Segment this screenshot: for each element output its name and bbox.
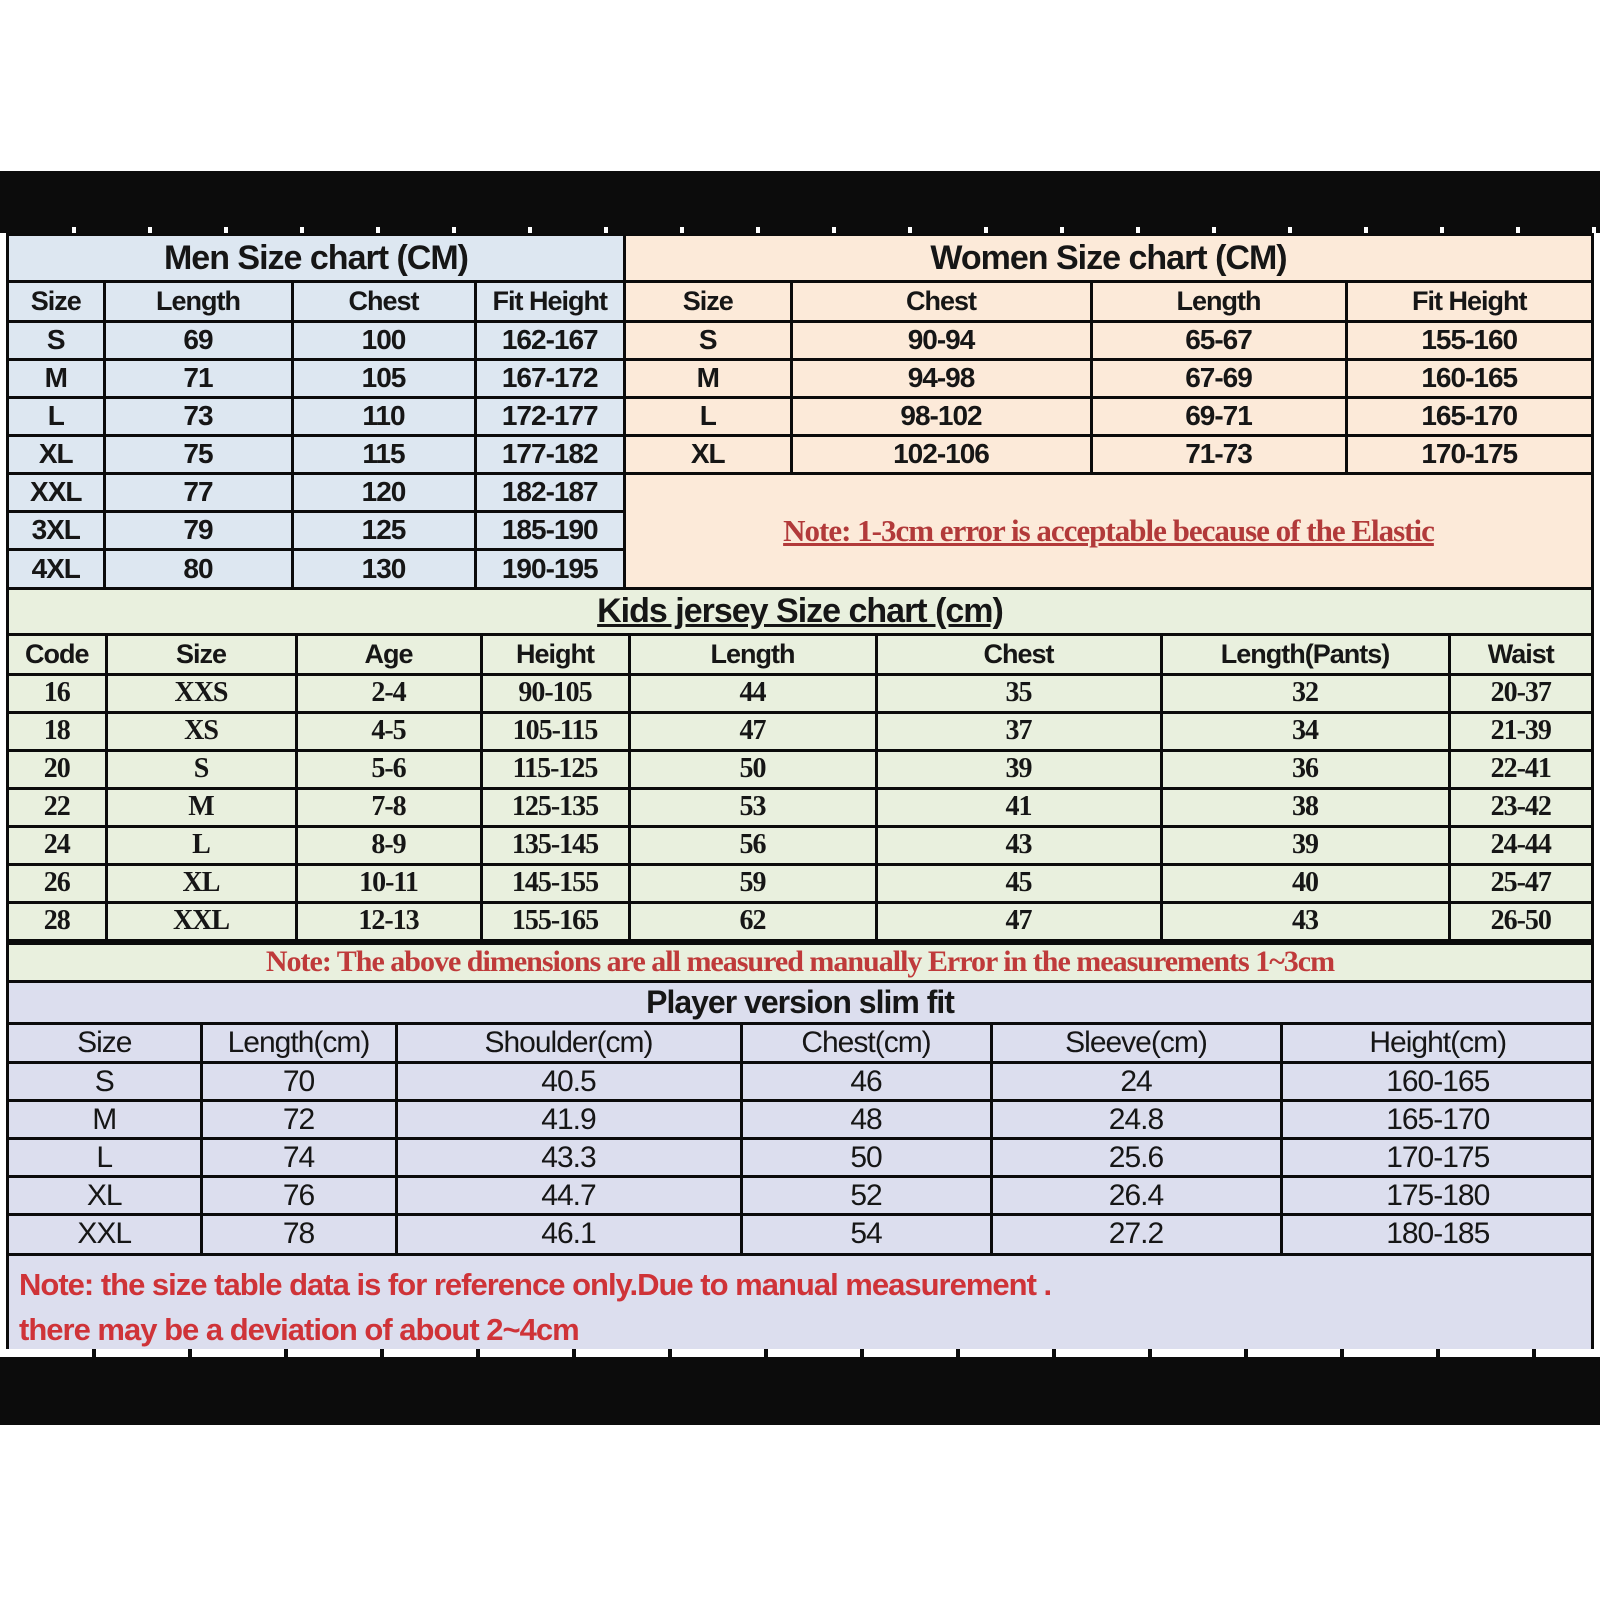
table-cell: 53 [629, 788, 876, 826]
table-row [9, 1215, 1593, 1253]
table-cell: 32 [1161, 674, 1449, 712]
column-header: Length(Pants) [1161, 636, 1449, 674]
table-cell: XL [9, 1177, 201, 1215]
table-cell: 75 [104, 435, 292, 473]
table-cell: 71-73 [1091, 435, 1346, 473]
table-cell: 28 [9, 902, 106, 940]
men-size-chart [9, 236, 623, 587]
table-cell: 102-106 [791, 435, 1091, 473]
header-row [9, 1025, 1593, 1063]
women-size-chart [623, 236, 1591, 587]
table-cell: 46 [741, 1063, 991, 1101]
table-row [9, 321, 623, 359]
table-cell: 54 [741, 1215, 991, 1253]
table-cell: 12-13 [296, 902, 481, 940]
player-chart-title [9, 983, 1591, 1025]
player-size-table [9, 1025, 1593, 1253]
table-cell: S [106, 750, 296, 788]
kids-size-chart [9, 587, 1591, 980]
table-cell: XL [106, 864, 296, 902]
table-cell: 34 [1161, 712, 1449, 750]
table-cell: 2-4 [296, 674, 481, 712]
table-cell: 115 [292, 435, 475, 473]
table-cell: 70 [201, 1063, 396, 1101]
size-chart-sheet [6, 233, 1594, 1360]
table-cell: 155-160 [1346, 321, 1591, 359]
table-cell: 25-47 [1449, 864, 1591, 902]
table-cell: 72 [201, 1101, 396, 1139]
table-row [9, 397, 623, 435]
column-header: Waist [1449, 636, 1591, 674]
kids-chart-title [9, 590, 1591, 636]
kids-measurement-note [9, 942, 1591, 980]
table-cell: 41 [876, 788, 1161, 826]
table-cell: 3XL [9, 511, 104, 549]
table-cell: 21-39 [1449, 712, 1591, 750]
footer-note-line2: there may be a deviation of about 2~4cm [19, 1311, 579, 1347]
women-elastic-note-text: Note: 1-3cm error is acceptable because of the Elastic [783, 512, 1434, 548]
table-cell: 165-170 [1281, 1101, 1593, 1139]
table-cell: 80 [104, 549, 292, 587]
column-header: Age [296, 636, 481, 674]
table-cell: 98-102 [791, 397, 1091, 435]
table-cell: 145-155 [481, 864, 629, 902]
column-header: Chest [876, 636, 1161, 674]
table-row [626, 359, 1591, 397]
table-cell: 125 [292, 511, 475, 549]
women-size-table [626, 283, 1591, 475]
table-cell: XXL [9, 473, 104, 511]
table-cell: 26.4 [991, 1177, 1281, 1215]
men-chart-title-text: Men Size chart (CM) [163, 238, 469, 277]
men-size-table [9, 283, 623, 587]
table-cell: 180-185 [1281, 1215, 1593, 1253]
column-header: Length [629, 636, 876, 674]
table-cell: 37 [876, 712, 1161, 750]
table-cell: 47 [876, 902, 1161, 940]
table-cell: 10-11 [296, 864, 481, 902]
table-cell: L [106, 826, 296, 864]
column-header: Size [9, 1025, 201, 1063]
table-cell: 39 [876, 750, 1161, 788]
column-header: Fit Height [475, 283, 623, 321]
bottom-tick-strip [0, 1349, 1600, 1357]
column-header: Fit Height [1346, 283, 1591, 321]
table-cell: 24 [9, 826, 106, 864]
kids-chart-title-text: Kids jersey Size chart (cm) [597, 592, 1003, 630]
table-cell: 27.2 [991, 1215, 1281, 1253]
table-cell: 44 [629, 674, 876, 712]
table-cell: 74 [201, 1139, 396, 1177]
table-cell: 73 [104, 397, 292, 435]
table-row [9, 473, 623, 511]
table-cell: 46.1 [396, 1215, 741, 1253]
table-row [9, 712, 1591, 750]
table-cell: 182-187 [475, 473, 623, 511]
table-cell: 8-9 [296, 826, 481, 864]
table-cell: 190-195 [475, 549, 623, 587]
bottom-black-band [0, 1357, 1600, 1425]
table-row [9, 788, 1591, 826]
table-cell: 43.3 [396, 1139, 741, 1177]
table-cell: 38 [1161, 788, 1449, 826]
adult-size-section [9, 236, 1591, 587]
column-header: Size [626, 283, 791, 321]
table-cell: 155-165 [481, 902, 629, 940]
table-cell: 77 [104, 473, 292, 511]
table-cell: 44.7 [396, 1177, 741, 1215]
table-cell: 23-42 [1449, 788, 1591, 826]
table-cell: 25.6 [991, 1139, 1281, 1177]
table-cell: 39 [1161, 826, 1449, 864]
column-header: Size [9, 283, 104, 321]
table-cell: 160-165 [1346, 359, 1591, 397]
top-black-band [0, 171, 1600, 233]
table-cell: S [626, 321, 791, 359]
table-cell: 36 [1161, 750, 1449, 788]
table-cell: 24 [991, 1063, 1281, 1101]
table-cell: XXL [106, 902, 296, 940]
table-cell: 62 [629, 902, 876, 940]
table-row [626, 435, 1591, 473]
table-cell: 110 [292, 397, 475, 435]
table-cell: 120 [292, 473, 475, 511]
table-row [9, 511, 623, 549]
table-cell: 130 [292, 549, 475, 587]
table-cell: M [9, 1101, 201, 1139]
table-row [9, 1101, 1593, 1139]
table-cell: 7-8 [296, 788, 481, 826]
table-cell: 105-115 [481, 712, 629, 750]
table-cell: 47 [629, 712, 876, 750]
column-header: Length [104, 283, 292, 321]
column-header: Size [106, 636, 296, 674]
column-header: Chest(cm) [741, 1025, 991, 1063]
table-cell: 90-94 [791, 321, 1091, 359]
table-cell: 22-41 [1449, 750, 1591, 788]
table-cell: 26-50 [1449, 902, 1591, 940]
column-header: Shoulder(cm) [396, 1025, 741, 1063]
table-row [9, 674, 1591, 712]
women-chart-title [626, 236, 1591, 283]
table-cell: S [9, 1063, 201, 1101]
table-cell: 20-37 [1449, 674, 1591, 712]
table-row [626, 397, 1591, 435]
player-chart-title-text: Player version slim fit [646, 983, 954, 1020]
women-elastic-note [626, 475, 1591, 588]
table-row [9, 902, 1591, 940]
table-cell: 24-44 [1449, 826, 1591, 864]
table-cell: 4XL [9, 549, 104, 587]
table-cell: XL [9, 435, 104, 473]
table-cell: 185-190 [475, 511, 623, 549]
table-row [9, 750, 1591, 788]
table-cell: 26 [9, 864, 106, 902]
table-cell: 165-170 [1346, 397, 1591, 435]
table-cell: 59 [629, 864, 876, 902]
kids-size-table [9, 636, 1591, 942]
table-cell: XXS [106, 674, 296, 712]
column-header: Height [481, 636, 629, 674]
header-row [9, 636, 1591, 674]
table-cell: 65-67 [1091, 321, 1346, 359]
table-cell: 94-98 [791, 359, 1091, 397]
table-cell: 40 [1161, 864, 1449, 902]
column-header: Code [9, 636, 106, 674]
table-cell: 50 [741, 1139, 991, 1177]
table-cell: 35 [876, 674, 1161, 712]
column-header: Sleeve(cm) [991, 1025, 1281, 1063]
table-cell: S [9, 321, 104, 359]
table-row [9, 549, 623, 587]
table-cell: XS [106, 712, 296, 750]
table-cell: 67-69 [1091, 359, 1346, 397]
table-cell: 24.8 [991, 1101, 1281, 1139]
table-cell: 41.9 [396, 1101, 741, 1139]
table-cell: XXL [9, 1215, 201, 1253]
table-cell: 90-105 [481, 674, 629, 712]
table-cell: XL [626, 435, 791, 473]
table-cell: 125-135 [481, 788, 629, 826]
table-cell: 56 [629, 826, 876, 864]
table-cell: 4-5 [296, 712, 481, 750]
table-cell: M [106, 788, 296, 826]
table-cell: 162-167 [475, 321, 623, 359]
table-cell: 52 [741, 1177, 991, 1215]
table-row [9, 435, 623, 473]
table-cell: 160-165 [1281, 1063, 1593, 1101]
table-cell: M [9, 359, 104, 397]
table-cell: M [626, 359, 791, 397]
table-cell: 16 [9, 674, 106, 712]
table-cell: 100 [292, 321, 475, 359]
table-cell: 43 [876, 826, 1161, 864]
header-row [626, 283, 1591, 321]
column-header: Length [1091, 283, 1346, 321]
table-cell: 175-180 [1281, 1177, 1593, 1215]
footer-note-line1: Note: the size table data is for reference only.Due to manual measurement . [19, 1266, 1052, 1302]
table-cell: 105 [292, 359, 475, 397]
table-cell: 45 [876, 864, 1161, 902]
table-cell: 167-172 [475, 359, 623, 397]
table-cell: 69-71 [1091, 397, 1346, 435]
column-header: Chest [292, 283, 475, 321]
women-chart-title-text: Women Size chart (CM) [930, 238, 1287, 277]
column-header: Chest [791, 283, 1091, 321]
table-cell: 50 [629, 750, 876, 788]
men-chart-title [9, 236, 623, 283]
table-row [9, 1063, 1593, 1101]
table-cell: 69 [104, 321, 292, 359]
table-cell: L [626, 397, 791, 435]
table-cell: 170-175 [1281, 1139, 1593, 1177]
table-cell: 20 [9, 750, 106, 788]
table-cell: 135-145 [481, 826, 629, 864]
table-cell: 40.5 [396, 1063, 741, 1101]
table-cell: L [9, 1139, 201, 1177]
table-cell: 170-175 [1346, 435, 1591, 473]
table-cell: 22 [9, 788, 106, 826]
table-row [9, 359, 623, 397]
table-cell: 172-177 [475, 397, 623, 435]
footer-reference-note [9, 1253, 1591, 1357]
table-cell: 115-125 [481, 750, 629, 788]
player-version-chart [9, 980, 1591, 1253]
table-cell: 18 [9, 712, 106, 750]
table-cell: L [9, 397, 104, 435]
table-cell: 79 [104, 511, 292, 549]
table-cell: 43 [1161, 902, 1449, 940]
table-row [9, 1177, 1593, 1215]
table-cell: 78 [201, 1215, 396, 1253]
table-row [9, 864, 1591, 902]
table-cell: 48 [741, 1101, 991, 1139]
column-header: Height(cm) [1281, 1025, 1593, 1063]
table-row [626, 321, 1591, 359]
table-cell: 5-6 [296, 750, 481, 788]
table-cell: 177-182 [475, 435, 623, 473]
table-cell: 71 [104, 359, 292, 397]
table-cell: 76 [201, 1177, 396, 1215]
header-row [9, 283, 623, 321]
table-row [9, 1139, 1593, 1177]
column-header: Length(cm) [201, 1025, 396, 1063]
table-row [9, 826, 1591, 864]
kids-measurement-note-text: Note: The above dimensions are all measured manually Error in the measurements 1~3cm [265, 945, 1335, 978]
